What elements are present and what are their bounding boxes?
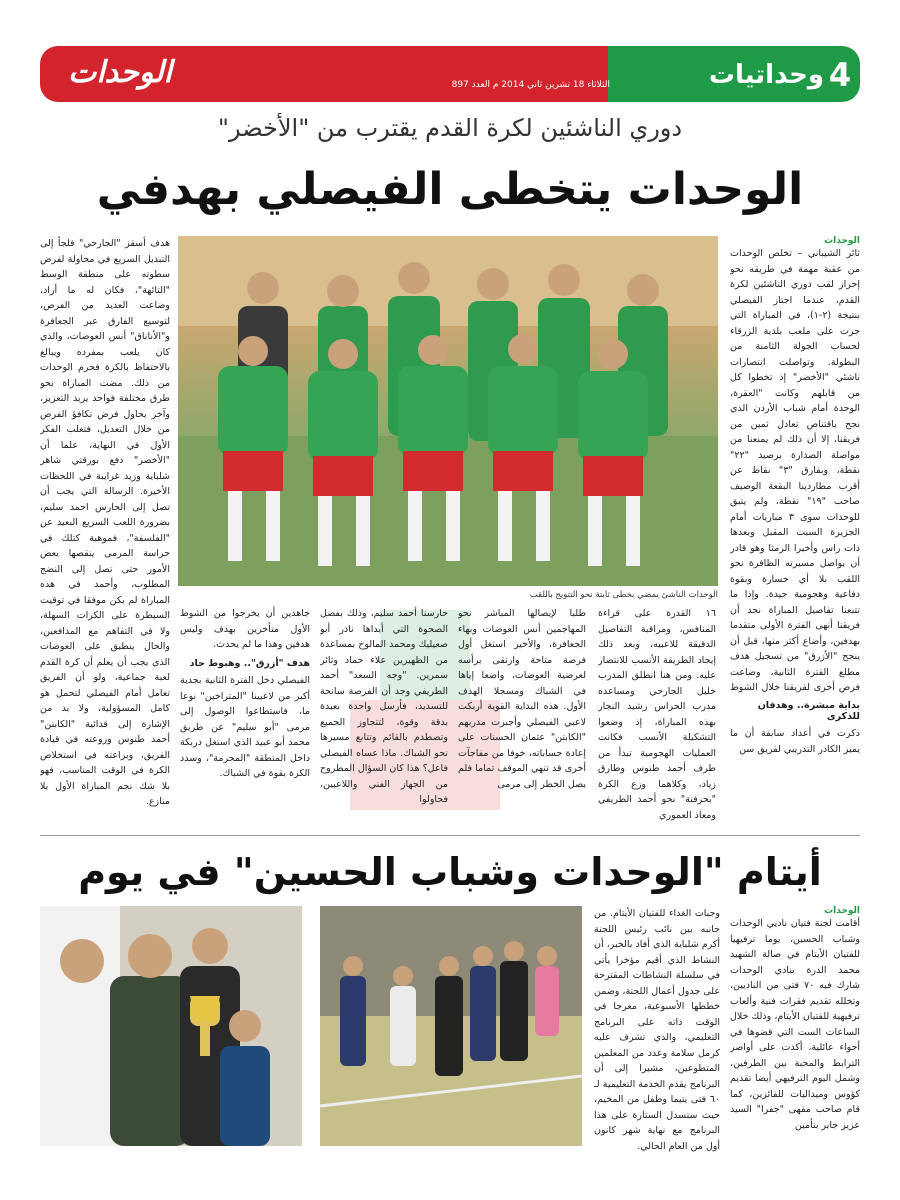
article-column-1 [730, 236, 860, 836]
article-column-5: حارسنا أحمد سليم، وذلك بفضل الصحوة التي أبداها نادر أبو صعيليك ومحمد المالوخ بمساعدة من الظهيرين علاء حماد وثائر سمرين. "وجه السعد" أحمد الطريفي وجد أن الفرصة سانحة للتسديد، فأرسل واحدة بعيدة بدقة وقوة، لتتجاوز الجميع وتصطدم بالقائم وتتابع مسيرها نحو الشباك. ماذا عساه الفيصلي فاعل؟ هذا كان السؤال المطروح من الجهاز الفني واللاعبين، فحاولوا [320, 608, 448, 805]
page-number: 4 [828, 56, 852, 94]
subheading: هدف "أزرق".. وهبوط حاد [189, 658, 310, 669]
article-headline: الوحدات يتخطى الفيصلي بهدفي [96, 164, 804, 215]
brand-logo: الوحدات [68, 55, 172, 90]
trophy-presentation-photo [40, 906, 302, 1146]
article-text: جاهدين أن يخرجوا من الشوط الأول متأخرين بهدف وليس هدفين وهذا ما لم يحدث. [180, 608, 310, 650]
article-credit: الوحدات [824, 236, 860, 246]
article-text: الفيصلي دخل الفترة الثانية بجدية أكبر من لاعبينا "المتراخين" نوعا ما، فاستطاعوا الوصول إلى مرمى "أبو سليم" عن طريق محمد أبو عبيد الذي استغل دربكة داخل المنطقة "المحرمة"، وسدد الكرة بقوة في الشباك. [180, 675, 310, 779]
trophy-presentation-illustration [40, 906, 302, 1146]
photo-caption: الوحدات الناشئ يمضي بخطى ثابتة نحو التتويج باللقب [529, 590, 718, 600]
children-activity-illustration [320, 906, 582, 1146]
article2-column-2: وجبات الغداء للفتيان الأيتام. من جانبه بين نائب رئيس اللجنة أكرم شلباية الذي أفاد بالخبر، أن النشاط الذي أقيم مؤخرا يأتي في سلسلة النشاطات المقترحة على جدول أعمال اللجنة، وضمن خططها الأسبوعية، معرجا في الوقت ذاته على البرنامج التعليمي، والذي تشرف عليه كرمل سلامة وعدد من المعلمين المتطوعين، مشيرا إلى أن البرنامج يقدم الخدمة التعليمية لـ ٦٠ فتى يتيما وطفل من المخيم، حيث ستسدل الستارة على هذا البرنامج مع نهاية شهر كانون أول من العام الحالي. [594, 908, 720, 1152]
team-photo [178, 236, 718, 586]
article2-headline: أيتام "الوحدات وشباب الحسين" في يوم [78, 850, 822, 894]
article-text: ثائر الشيباني – تخلص الوحدات من عقبة مهمة في طريقه نحو إحراز لقب دوري الناشئين لكرة القدم، عندما اجتاز الفيصلي بنتيجة (٢-١)، في المباراة التي جرت على ملعب بلدية الزرقاء لحساب الجولة الثامنة من البطولة. وتواصلت انتصارات ناشئي "الأخضر" إذ تخطوا كل من قابلهم وكانت "العقرة، الوحدة أمام شباب الأردن الذي نجح باقتناص تعادل ثمين من فريقنا، إلا أن ذلك لم يمنعنا من مواصلة الصدارة برصيد "٢٢" نقطة، وبفارق "٣" نقاط عن أقرب مطاردينا البقعة الوصيف صاحب "١٩" نقطة، ولم يتبق للوحدات سوى ٣ مباريات أمام الجزيرة السبت المقبل وبعدها ذات راس وأخيرا الرمثا وهو قادر أن يواصل مسيرته الظافرة نحو اللقب بلا أي خسارة وبقوة دفاعية وهجومية جيدة. وإذا ما تتبعنا تفاصيل المباراة نجد أن فريقنا أنهى الفترة الأولى متقدما بهدفين، وأضاع أكثر منها، قبل أن ينجح "الأزرق" من تسجيل هدف مطلع الفترة الثانية، وضاعت فرص أخرى لفريقنا خلال الشوط [730, 248, 860, 693]
team-photo-illustration [178, 236, 718, 586]
article2-credit: الوحدات [824, 906, 860, 916]
subheading: بداية مبشرة.. وهدفان للذكرى [757, 700, 860, 722]
article-column-3: ١٦ القدرة على قراءة المنافس، ومراقبة التفاصيل الدقيقة للاعبيه، وبعد ذلك إيجاد الطريقة الأنسب للانتصار عليه. ومن هنا انطلق المدرب خليل الجارحي ومساعده مدرب الحراس رشيد النجار بهذه المباراة، إذ وضعوا التشكيلة الأنسب فكانت العمليات الهجومية تبدأ من طرف أحمد طنوس وطارق زياد، وكلاهما وزع الكرة "بحرفنة" نحو أحمد الطريفي ومعاذ العموري [598, 608, 716, 821]
issue-dateline: الثلاثاء 18 تشرين ثاني 2014 م العدد 897 [451, 80, 610, 90]
article-text: ذكرت في أعداد سابقة أن ما يميز الكادر التدريبي لفريق سن [730, 728, 860, 755]
section-title: وحداتيات [708, 60, 824, 90]
section-divider [40, 835, 860, 836]
article-column-4: طلبا لإيصالها المباشر نحو المهاجمين أنس العوضات وبهاء الجعافرة، والأخير استغل أول فرصة متاحة وارتقى برأسه لعرضية العوضات، واضعا إياها في الشباك ومسجلا الهدف الأول. هذه البداية القوية أربكت لاعبي الفيصلي وأجبرت مدربهم "الكابتن" عثمان الحسنات على إعادة حساباته، خوفا من مفاجآت أخرى قد تنهي الموقف تماما فلم يصل الخطر إلى مرمى [458, 608, 586, 790]
children-activity-photo [320, 906, 582, 1146]
article-kicker: دوري الناشئين لكرة القدم يقترب من "الأخضر" [217, 114, 683, 142]
article-column-2: هدف أسقز "الجارحي" فلجأ إلى التبديل السريع في محاولة لفرض سطوته على منطقة الوسط "التائهة"، فكان له ما أراد، وضاعت العديد من الفرص، لتوسيع الفارق عبر الجعافرة و"الأناناق" أنس العوضات، والذي كان يلعب بمفرده ويبالغ بالاحتفاظ بالكرة فحرم الوحدات من ذلك. مضت المباراة نحو طرق مختلفة فواحد يريد التعزيز، وآخر يحاول فرض تكافؤ الفرص من خلال التعديل، فتغلب الفكر الأول في النهاية، علما أن "الأخضر" دفع بورقتي شاهر شلباية وزيد غرايبة في اللحظات الأخيرة. الرسالة التي يجب أن تصل إلى الحارس احمد سليم، بضرورة اللعب السريع البعيد عن "الفلسفة"، فموهبة كتلك في حراسة المرمى ينقصها بعض الأمور حتى تصل إلى النضج المطلوب، وأحمد في هذه المباراة لم يكن موفقا في توقيت السيطرة على الكرات السهلة، ولا في التفاهم مع المدافعين، والحال ينطبق على العوضات الذي يجب أن يعلم أن كرة القدم لعبة جماعية، ولو أن الفريق تعامل أمام الفيصلي لتحمل هو كامل المسؤولية، ولا بد من الإشارة إلى قدائية "الكابتن" أحمد طنوس وروعته في قيادة الفريق، وبراعته في استخلاص الكرة في الوقت المناسب، فهو بلا شك نجم المباراة الأول بلا منازع. [40, 238, 170, 807]
article2-column-1 [730, 906, 860, 1156]
article-column-6 [180, 606, 310, 828]
article-text: أقامت لجنة فتيان ناديي الوحدات وشباب الحسين، يوما ترفيهيا للفتيان الأيتام في صالة الشهيد محمد الدرة بنادي الوحدات شارك فيه ٧٠ فتى من الناديين، وتخلله تقديم فقرات فنية وألعاب ترفيهية للفتيان الأيتام، وذلك خلال الساعات الست التي قضوها في أجواء عائلية، أكدت على أواصر الترابط والمحبة بين الطرفين، وشمل اليوم الترفيهي أيضا تقديم كؤوس وميداليات للفائزين، كما قام صاحب مقهى "جفرا" السيد عزيز جابر بتأمين [730, 918, 860, 1131]
trophy-icon [190, 996, 220, 1021]
